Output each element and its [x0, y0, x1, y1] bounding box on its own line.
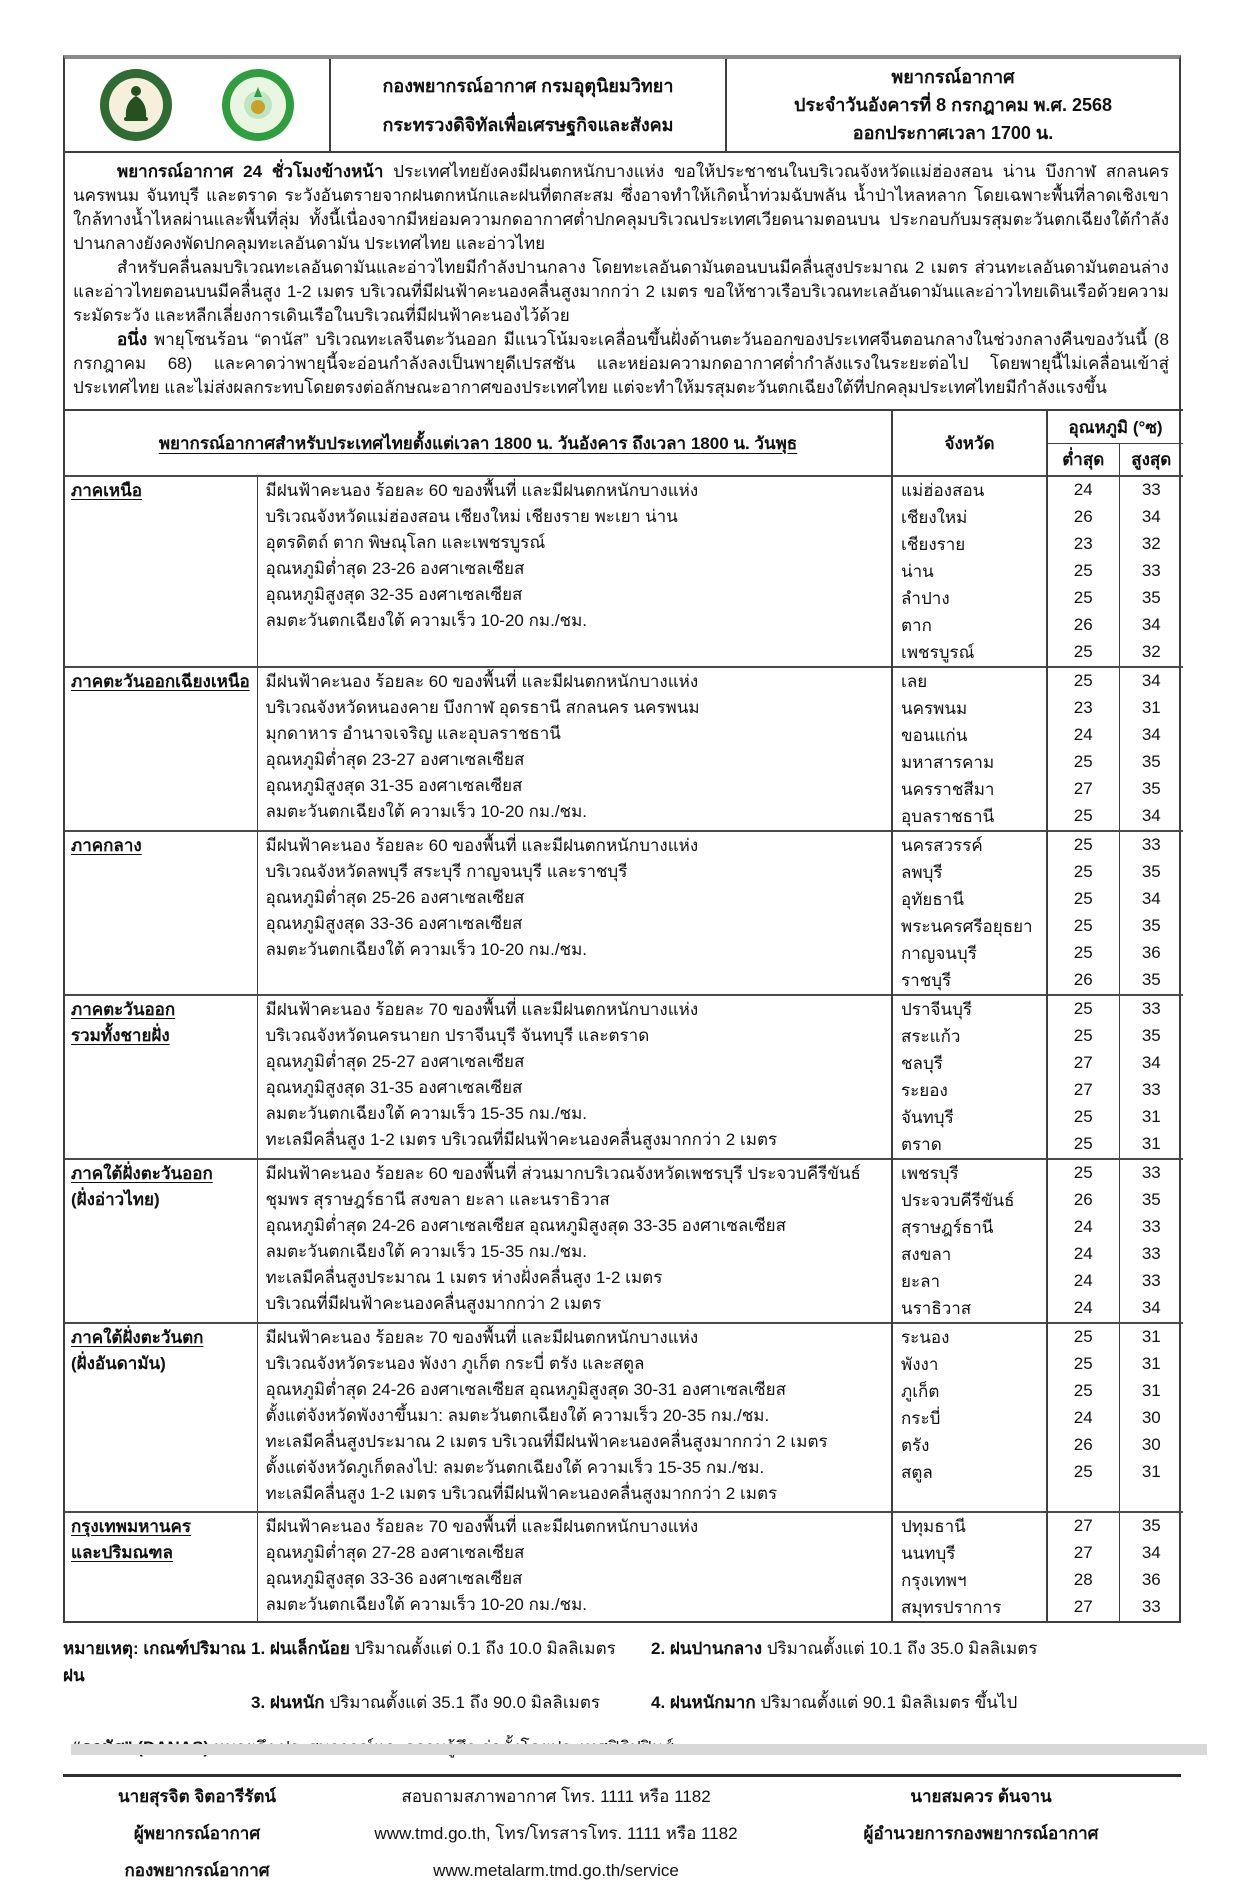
province-name: เชียงใหม่ — [892, 504, 1047, 531]
forecast-line: บริเวณจังหวัดแม่ฮ่องสอน เชียงใหม่ เชียงราย พะเยา น่าน — [265, 507, 678, 526]
tmd-seal-icon — [98, 67, 174, 143]
logo-cell — [65, 59, 331, 151]
min-temp-value: 26 — [1047, 1432, 1119, 1459]
region-forecast-cell — [257, 1159, 892, 1323]
max-temp-value: 32 — [1141, 642, 1161, 661]
province-name: ตาก — [892, 612, 1047, 639]
notes-label-spacer — [63, 1689, 251, 1716]
forecast-line: ทะเลมีคลื่นสูง 1-2 เมตร บริเวณที่มีฝนฟ้าคะนองคลื่นสูงมากกว่า 2 เมตร — [265, 1130, 778, 1149]
max-temp-value: 33 — [1119, 476, 1183, 504]
summary-paragraph-2 — [73, 256, 1169, 328]
weather-summary — [65, 153, 1179, 409]
region-row — [65, 831, 1183, 859]
summary-p2-text: สำหรับคลื่นลมบริเวณทะเลอันดามันและอ่าวไทยมีกำลังปานกลาง โดยทะเลอันดามันตอนบนมีคลื่นสูงประมาณ 2 เมตร ส่วนทะเลอันดามันตอนล่างและอ่าวไทยตอนบนมีคลื่นสูง 1-2 เมตร บริเวณที่มีฝนฟ้าคะนองคลื่นสูงมากกว่า 2 เมตร ขอให้ชาวเรือบริเวณทะเลอันดามันและอ่าวไทยเดินเรือด้วยความระมัดระวัง และหลีกเลี่ยงการเดินเรือในบริเวณที่มีฝนฟ้าคะนองไว้ด้วย — [73, 258, 1169, 325]
min-temp-value: 26 — [1047, 967, 1119, 995]
forecast-line: มีฝนฟ้าคะนอง ร้อยละ 60 ของพื้นที่ และมีฝนตกหนักบางแห่ง — [265, 836, 699, 855]
forecast-line: ทะเลมีคลื่นสูง 1-2 เมตร บริเวณที่มีฝนฟ้าคะนองคลื่นสูงมากกว่า 2 เมตร — [265, 1484, 778, 1503]
forecast-line: มุกดาหาร อำนาจเจริญ และอุบลราชธานี — [265, 724, 561, 743]
region-name-cell — [65, 831, 257, 995]
region-name-line: ภาคตะวันออก — [71, 1000, 176, 1019]
forecast-line: ชุมพร สุราษฎร์ธานี สงขลา ยะลา และนราธิวาส — [265, 1190, 610, 1209]
province-name: สงขลา — [892, 1241, 1047, 1268]
region-forecast-cell — [257, 1512, 892, 1621]
forecast-line: ตั้งแต่จังหวัดพังงาขึ้นมา: ลมตะวันตกเฉียงใต้ ความเร็ว 20-35 กม./ชม. — [265, 1406, 770, 1425]
province-name: จันทบุรี — [892, 1104, 1047, 1131]
issue-cell — [727, 59, 1179, 151]
forecast-line: อุณหภูมิต่ำสุด 25-27 องศาเซลเซียส — [265, 1052, 525, 1071]
region-name-line: รวมทั้งชายฝั่ง — [71, 1026, 170, 1045]
min-temp-value: 24 — [1047, 1295, 1119, 1323]
bulletin-header — [65, 59, 1179, 153]
max-temp-value: 33 — [1119, 995, 1183, 1023]
min-temp-value — [1047, 1486, 1119, 1512]
min-temp-value: 25 — [1047, 1159, 1119, 1187]
forecast-line: ทะเลมีคลื่นสูงประมาณ 1 เมตร ห่างฝั่งคลื่นสูง 1-2 เมตร — [265, 1268, 663, 1287]
forecast-line: บริเวณจังหวัดลพบุรี สระบุรี กาญจนบุรี และราชบุรี — [265, 862, 628, 881]
rain-criterion-lead: 1. ฝนเล็กน้อย — [251, 1639, 350, 1658]
province-name: พระนครศรีอยุธยา — [892, 913, 1047, 940]
region-row — [65, 1512, 1183, 1540]
max-temp-value: 34 — [1141, 806, 1161, 825]
max-temp-value: 35 — [1141, 588, 1161, 607]
province-name: กรุงเทพฯ — [892, 1567, 1047, 1594]
bottom-bar — [71, 1744, 1207, 1755]
min-temp-value: 27 — [1047, 1050, 1119, 1077]
min-temp-value: 24 — [1047, 1268, 1119, 1295]
region-name-line: ภาคใต้ฝั่งตะวันตก — [71, 1328, 204, 1347]
min-temp-value: 25 — [1047, 1131, 1119, 1159]
province-name: ปทุมธานี — [892, 1512, 1047, 1540]
max-temp-value: 30 — [1141, 1435, 1161, 1454]
province-name: ภูเก็ต — [892, 1378, 1047, 1405]
region-forecast-cell — [257, 476, 892, 667]
max-temp-value: 34 — [1119, 667, 1183, 695]
min-temp-value: 25 — [1047, 1104, 1119, 1131]
max-temp-value — [1119, 1486, 1183, 1512]
max-temp-value: 34 — [1141, 1298, 1161, 1317]
region-name-line: ภาคตะวันออกเฉียงเหนือ — [71, 672, 250, 691]
region-name-line: ภาคเหนือ — [71, 481, 142, 500]
province-name: ลพบุรี — [892, 859, 1047, 886]
province-name: ราชบุรี — [892, 967, 1047, 995]
region-name-line: ภาคใต้ฝั่งตะวันออก — [71, 1164, 213, 1183]
province-name: นครสวรรค์ — [892, 831, 1047, 859]
signature-line: นายสุรจิต จิตอารีรัตน์ — [117, 1787, 277, 1806]
forecast-line: บริเวณจังหวัดหนองคาย บึงกาฬ อุดรธานี สกลนคร นครพนม — [265, 698, 700, 717]
bulletin-date: ประจำวันอังคารที่ 8 กรกฎาคม พ.ศ. 2568 — [793, 95, 1113, 115]
max-temp-value: 33 — [1141, 1271, 1161, 1290]
region-forecast-cell — [257, 667, 892, 831]
province-name: ระนอง — [892, 1323, 1047, 1351]
min-temp-value: 26 — [1047, 1187, 1119, 1214]
rain-criterion-lead: 4. ฝนหนักมาก — [651, 1693, 756, 1712]
min-temp-header: ต่ำสุด — [1062, 450, 1105, 469]
province-name: นราธิวาส — [892, 1295, 1047, 1323]
min-temp-value: 25 — [1047, 886, 1119, 913]
max-temp-value: 34 — [1141, 1543, 1161, 1562]
province-name: ชลบุรี — [892, 1050, 1047, 1077]
rain-criterion-2: 2. ฝนปานกลาง ปริมาณตั้งแต่ 10.1 ถึง 35.0 มิลลิเมตร — [651, 1639, 1038, 1658]
bulletin-content — [63, 55, 1181, 1883]
region-forecast-cell — [257, 995, 892, 1159]
max-temp-value: 33 — [1141, 1217, 1161, 1236]
region-row — [65, 1159, 1183, 1187]
region-name-cell — [65, 1159, 257, 1323]
min-temp-value: 26 — [1047, 612, 1119, 639]
ministry-seal-icon — [220, 67, 296, 143]
bulletin-issue-time: ออกประกาศเวลา 1700 น. — [852, 123, 1054, 143]
rain-criterion-1: 1. ฝนเล็กน้อย ปริมาณตั้งแต่ 0.1 ถึง 10.0 มิลลิเมตร — [251, 1639, 616, 1658]
max-temp-value: 34 — [1141, 615, 1161, 634]
forecast-line: อุตรดิตถ์ ตาก พิษณุโลก และเพชรบูรณ์ — [265, 533, 546, 552]
forecast-period-header: พยากรณ์อากาศสำหรับประเทศไทยตั้งแต่เวลา 1800 น. วันอังคาร ถึงเวลา 1800 น. วันพุธ — [65, 410, 892, 476]
forecast-table — [65, 409, 1183, 1621]
min-temp-value: 25 — [1047, 1351, 1119, 1378]
director-signature — [781, 1785, 1181, 1883]
region-row — [65, 476, 1183, 504]
contact-line: www.tmd.go.th, โทร/โทรสารโทร. 1111 หรือ 1182 — [374, 1824, 738, 1843]
forecast-line: บริเวณที่มีฝนฟ้าคะนองคลื่นสูงมากกว่า 2 เมตร — [265, 1294, 602, 1313]
province-name: สตูล — [892, 1459, 1047, 1486]
province-name: ปราจีนบุรี — [892, 995, 1047, 1023]
max-temp-header: สูงสุด — [1119, 444, 1183, 477]
max-temp-value: 35 — [1141, 752, 1161, 771]
max-temp-value: 33 — [1141, 1080, 1161, 1099]
forecast-line: อุณหภูมิสูงสุด 33-36 องศาเซลเซียส — [265, 1569, 523, 1588]
province-name: กาญจนบุรี — [892, 940, 1047, 967]
province-name: นครราชสีมา — [892, 776, 1047, 803]
notes-row-2 — [63, 1689, 1181, 1716]
forecast-line: ลมตะวันตกเฉียงใต้ ความเร็ว 10-20 กม./ชม. — [265, 940, 588, 959]
rain-criteria-notes — [63, 1635, 1181, 1760]
forecast-line: ทะเลมีคลื่นสูงประมาณ 2 เมตร บริเวณที่มีฝนฟ้าคะนองคลื่นสูงมากกว่า 2 เมตร — [265, 1432, 828, 1451]
forecast-line: มีฝนฟ้าคะนอง ร้อยละ 60 ของพื้นที่ และมีฝนตกหนักบางแห่ง — [265, 481, 699, 500]
forecast-line: มีฝนฟ้าคะนอง ร้อยละ 60 ของพื้นที่ และมีฝนตกหนักบางแห่ง — [265, 672, 699, 691]
region-name-line: กรุงเทพมหานคร — [71, 1517, 192, 1536]
province-column-header: จังหวัด — [892, 410, 1047, 476]
signature-block — [63, 1785, 1181, 1883]
min-temp-value: 24 — [1047, 1214, 1119, 1241]
forecast-line: บริเวณจังหวัดระนอง พังงา ภูเก็ต กระบี่ ตรัง และสตูล — [265, 1354, 645, 1373]
max-temp-value: 31 — [1141, 1462, 1161, 1481]
bulletin-frame — [63, 55, 1181, 1623]
max-temp-value: 35 — [1141, 1190, 1161, 1209]
min-temp-value: 25 — [1047, 1459, 1119, 1486]
province-name — [892, 1486, 1047, 1512]
table-header-row-1 — [65, 410, 1183, 444]
province-name: เพชรบูรณ์ — [892, 639, 1047, 667]
forecast-line: ลมตะวันตกเฉียงใต้ ความเร็ว 10-20 กม./ชม. — [265, 802, 588, 821]
province-name: เพชรบุรี — [892, 1159, 1047, 1187]
province-name: ยะลา — [892, 1268, 1047, 1295]
contact-info — [331, 1785, 781, 1883]
region-name-line: และปริมณฑล — [71, 1543, 173, 1562]
province-name: มหาสารคาม — [892, 749, 1047, 776]
forecast-line: อุณหภูมิสูงสุด 31-35 องศาเซลเซียส — [265, 1078, 523, 1097]
max-temp-value: 31 — [1141, 1354, 1161, 1373]
province-name: ระยอง — [892, 1077, 1047, 1104]
signature-divider — [63, 1774, 1181, 1777]
province-name: อุทัยธานี — [892, 886, 1047, 913]
signature-line: นายสมควร ต้นจาน — [910, 1787, 1052, 1806]
summary-p1-text: ประเทศไทยยังคงมีฝนตกหนักบางแห่ง ขอให้ประชาชนในบริเวณจังหวัดแม่ฮ่องสอน น่าน บึงกาฬ สกลนคร นครพนม จันทบุรี และตราด ระวังอันตรายจากฝนตกหนักและฝนที่ตกสะสม ซึ่งอาจทำให้เกิดน้ำท่วมฉับพลัน น้ำป่าไหลหลาก โดยเฉพาะพื้นที่ลาดเชิงเขาใกล้ทางน้ำไหลผ่านและพื้นที่ลุ่ม ทั้งนี้เนื่องจากมีหย่อมความกดอากาศต่ำปกคลุมบริเวณประเทศเวียดนามตอนบน ประกอบกับมรสุมตะวันตกเฉียงใต้กำลังปานกลางยังคงพัดปกคลุมทะเลอันดามัน ประเทศไทย และอ่าวไทย — [73, 162, 1169, 253]
forecast-line: อุณหภูมิต่ำสุด 23-27 องศาเซลเซียส — [265, 750, 525, 769]
min-temp-value: 25 — [1047, 667, 1119, 695]
forecast-line: อุณหภูมิต่ำสุด 27-28 องศาเซลเซียส — [265, 1543, 525, 1562]
max-temp-value: 31 — [1141, 698, 1161, 717]
min-temp-value: 27 — [1047, 1594, 1119, 1621]
org-name: กองพยากรณ์อากาศ กรมอุตุนิยมวิทยา — [382, 76, 674, 96]
notes-label: หมายเหตุ: เกณฑ์ปริมาณฝน — [63, 1639, 246, 1685]
max-temp-value: 33 — [1141, 561, 1161, 580]
region-forecast-cell — [257, 1323, 892, 1512]
province-name: นครพนม — [892, 695, 1047, 722]
region-name-cell — [65, 1323, 257, 1512]
max-temp-value: 31 — [1141, 1107, 1161, 1126]
forecaster-signature — [63, 1785, 331, 1883]
min-temp-value: 24 — [1047, 1241, 1119, 1268]
min-temp-value: 24 — [1047, 1405, 1119, 1432]
min-temp-value: 28 — [1047, 1567, 1119, 1594]
summary-paragraph-1 — [73, 160, 1169, 256]
max-temp-value: 35 — [1141, 970, 1161, 989]
min-temp-value: 25 — [1047, 1023, 1119, 1050]
forecast-line: อุณหภูมิต่ำสุด 25-26 องศาเซลเซียส — [265, 888, 525, 907]
region-row — [65, 995, 1183, 1023]
max-temp-value: 33 — [1119, 1159, 1183, 1187]
org-department: กระทรวงดิจิทัลเพื่อเศรษฐกิจและสังคม — [382, 115, 674, 135]
contact-line: สอบถามสภาพอากาศ โทร. 1111 หรือ 1182 — [401, 1787, 711, 1806]
province-name: สุราษฎร์ธานี — [892, 1214, 1047, 1241]
forecast-line: มีฝนฟ้าคะนอง ร้อยละ 70 ของพื้นที่ และมีฝนตกหนักบางแห่ง — [265, 1517, 699, 1536]
forecast-line: มีฝนฟ้าคะนอง ร้อยละ 70 ของพื้นที่ และมีฝนตกหนักบางแห่ง — [265, 1328, 699, 1347]
summary-p3-text: พายุโซนร้อน “ดานัส” บริเวณทะเลจีนตะวันออก มีแนวโน้มจะเคลื่อนขึ้นฝั่งด้านตะวันออกของประเทศจีนตอนกลางในช่วงกลางคืนของวันนี้ (8 กรกฎาคม 68) และคาดว่าพายุนี้จะอ่อนกำลังลงเป็นพายุดีเปรสชัน และหย่อมความกดอากาศต่ำกำลังแรงในระยะต่อไป โดยพายุนี้ไม่เคลื่อนเข้าสู่ประเทศไทย และไม่ส่งผลกระทบโดยตรงต่อลักษณะอากาศของประเทศไทย แต่จะทำให้มรสุมตะวันตกเฉียงใต้ที่ปกคลุมประเทศไทยมีกำลังแรงขึ้น — [73, 330, 1169, 397]
max-temp-value: 31 — [1141, 1381, 1161, 1400]
forecast-line: อุณหภูมิสูงสุด 32-35 องศาเซลเซียส — [265, 585, 523, 604]
province-name: นนทบุรี — [892, 1540, 1047, 1567]
province-name: ตราด — [892, 1131, 1047, 1159]
max-temp-value: 36 — [1141, 1570, 1161, 1589]
rain-criterion-lead: 2. ฝนปานกลาง — [651, 1639, 762, 1658]
max-temp-value: 35 — [1141, 1026, 1161, 1045]
region-name-cell — [65, 995, 257, 1159]
region-name-cell — [65, 1512, 257, 1621]
min-temp-value: 25 — [1047, 1323, 1119, 1351]
min-temp-value: 27 — [1047, 1540, 1119, 1567]
org-cell — [331, 59, 727, 151]
rain-criterion-lead: 3. ฝนหนัก — [251, 1693, 325, 1712]
min-temp-value: 27 — [1047, 776, 1119, 803]
min-temp-value: 25 — [1047, 913, 1119, 940]
province-name: สระแก้ว — [892, 1023, 1047, 1050]
province-name: ประจวบคีรีขันธ์ — [892, 1187, 1047, 1214]
province-name: กระบี่ — [892, 1405, 1047, 1432]
max-temp-value: 33 — [1119, 831, 1183, 859]
forecast-line: อุณหภูมิต่ำสุด 23-26 องศาเซลเซียส — [265, 559, 525, 578]
bulletin-title: พยากรณ์อากาศ — [891, 67, 1015, 87]
min-temp-value: 25 — [1047, 859, 1119, 886]
forecast-line: อุณหภูมิสูงสุด 33-36 องศาเซลเซียส — [265, 914, 523, 933]
rain-criterion-3: 3. ฝนหนัก ปริมาณตั้งแต่ 35.1 ถึง 90.0 มิลลิเมตร — [251, 1693, 601, 1712]
min-temp-value: 24 — [1047, 722, 1119, 749]
max-temp-value: 33 — [1141, 1597, 1161, 1616]
signature-line: กองพยากรณ์อากาศ — [124, 1861, 270, 1880]
summary-p1-lead: พยากรณ์อากาศ 24 ชั่วโมงข้างหน้า — [117, 162, 384, 181]
summary-paragraph-3 — [73, 328, 1169, 400]
min-temp-value: 23 — [1047, 531, 1119, 558]
province-name: น่าน — [892, 558, 1047, 585]
province-name: สมุทรปราการ — [892, 1594, 1047, 1621]
max-temp-value: 34 — [1141, 725, 1161, 744]
max-temp-value: 34 — [1141, 889, 1161, 908]
region-name-cell — [65, 667, 257, 831]
min-temp-value: 25 — [1047, 940, 1119, 967]
forecast-line: มีฝนฟ้าคะนอง ร้อยละ 60 ของพื้นที่ ส่วนมากบริเวณจังหวัดเพชรบุรี ประจวบคีรีขันธ์ — [265, 1164, 861, 1183]
max-temp-value: 30 — [1141, 1408, 1161, 1427]
province-name: แม่ฮ่องสอน — [892, 476, 1047, 504]
contact-line: www.metalarm.tmd.go.th/service — [433, 1861, 679, 1880]
region-forecast-cell — [257, 831, 892, 995]
province-name: อุบลราชธานี — [892, 803, 1047, 831]
max-temp-value: 31 — [1141, 1134, 1161, 1153]
region-name-line: (ฝั่งอันดามัน) — [71, 1354, 166, 1373]
forecast-line: ลมตะวันตกเฉียงใต้ ความเร็ว 15-35 กม./ชม. — [265, 1104, 588, 1123]
province-name: ลำปาง — [892, 585, 1047, 612]
signature-line: ผู้พยากรณ์อากาศ — [133, 1824, 261, 1843]
signature-line: ผู้อำนวยการกองพยากรณ์อากาศ — [863, 1824, 1099, 1843]
region-name-line: ภาคกลาง — [71, 836, 142, 855]
max-temp-value: 35 — [1141, 916, 1161, 935]
min-temp-value: 27 — [1047, 1077, 1119, 1104]
min-temp-value: 25 — [1047, 995, 1119, 1023]
min-temp-value: 25 — [1047, 749, 1119, 776]
temperature-column-header: อุณหภูมิ (°ซ) — [1047, 410, 1183, 444]
province-name: เชียงราย — [892, 531, 1047, 558]
summary-p3-lead: อนึ่ง — [117, 330, 148, 349]
forecast-line: ตั้งแต่จังหวัดภูเก็ตลงไป: ลมตะวันตกเฉียงใต้ ความเร็ว 15-35 กม./ชม. — [265, 1458, 765, 1477]
max-temp-value: 34 — [1141, 507, 1161, 526]
min-temp-value: 27 — [1047, 1512, 1119, 1540]
min-temp-value: 25 — [1047, 1378, 1119, 1405]
region-row — [65, 667, 1183, 695]
province-name: ขอนแก่น — [892, 722, 1047, 749]
notes-row-1 — [63, 1635, 1181, 1689]
max-temp-value: 32 — [1141, 534, 1161, 553]
forecast-line: อุณหภูมิต่ำสุด 24-26 องศาเซลเซียส อุณหภูมิสูงสุด 33-35 องศาเซลเซียส — [265, 1216, 786, 1235]
forecast-line: อุณหภูมิสูงสุด 31-35 องศาเซลเซียส — [265, 776, 523, 795]
rain-criterion-4: 4. ฝนหนักมาก ปริมาณตั้งแต่ 90.1 มิลลิเมตร ขึ้นไป — [651, 1693, 1018, 1712]
max-temp-value: 35 — [1119, 1512, 1183, 1540]
min-temp-value: 26 — [1047, 504, 1119, 531]
forecast-line: มีฝนฟ้าคะนอง ร้อยละ 70 ของพื้นที่ และมีฝนตกหนักบางแห่ง — [265, 1000, 699, 1019]
min-temp-value: 25 — [1047, 831, 1119, 859]
province-name: ตรัง — [892, 1432, 1047, 1459]
max-temp-value: 33 — [1141, 1244, 1161, 1263]
min-temp-value: 25 — [1047, 639, 1119, 667]
max-temp-value: 36 — [1141, 943, 1161, 962]
province-name: เลย — [892, 667, 1047, 695]
min-temp-value: 23 — [1047, 695, 1119, 722]
min-temp-value: 25 — [1047, 558, 1119, 585]
province-name: พังงา — [892, 1351, 1047, 1378]
region-name-cell — [65, 476, 257, 667]
region-row — [65, 1323, 1183, 1351]
min-temp-value: 24 — [1047, 476, 1119, 504]
forecast-line: ลมตะวันตกเฉียงใต้ ความเร็ว 10-20 กม./ชม. — [265, 611, 588, 630]
max-temp-value: 34 — [1141, 1053, 1161, 1072]
forecast-line: ลมตะวันตกเฉียงใต้ ความเร็ว 10-20 กม./ชม. — [265, 1595, 588, 1614]
min-temp-value: 25 — [1047, 585, 1119, 612]
max-temp-value: 35 — [1141, 862, 1161, 881]
min-temp-value: 25 — [1047, 803, 1119, 831]
max-temp-value: 35 — [1141, 779, 1161, 798]
forecast-line: ลมตะวันตกเฉียงใต้ ความเร็ว 15-35 กม./ชม. — [265, 1242, 588, 1261]
region-name-line: (ฝั่งอ่าวไทย) — [71, 1190, 160, 1209]
forecast-line: อุณหภูมิต่ำสุด 24-26 องศาเซลเซียส อุณหภูมิสูงสุด 30-31 องศาเซลเซียส — [265, 1380, 786, 1399]
forecast-line: บริเวณจังหวัดนครนายก ปราจีนบุรี จันทบุรี และตราด — [265, 1026, 650, 1045]
max-temp-value: 31 — [1119, 1323, 1183, 1351]
